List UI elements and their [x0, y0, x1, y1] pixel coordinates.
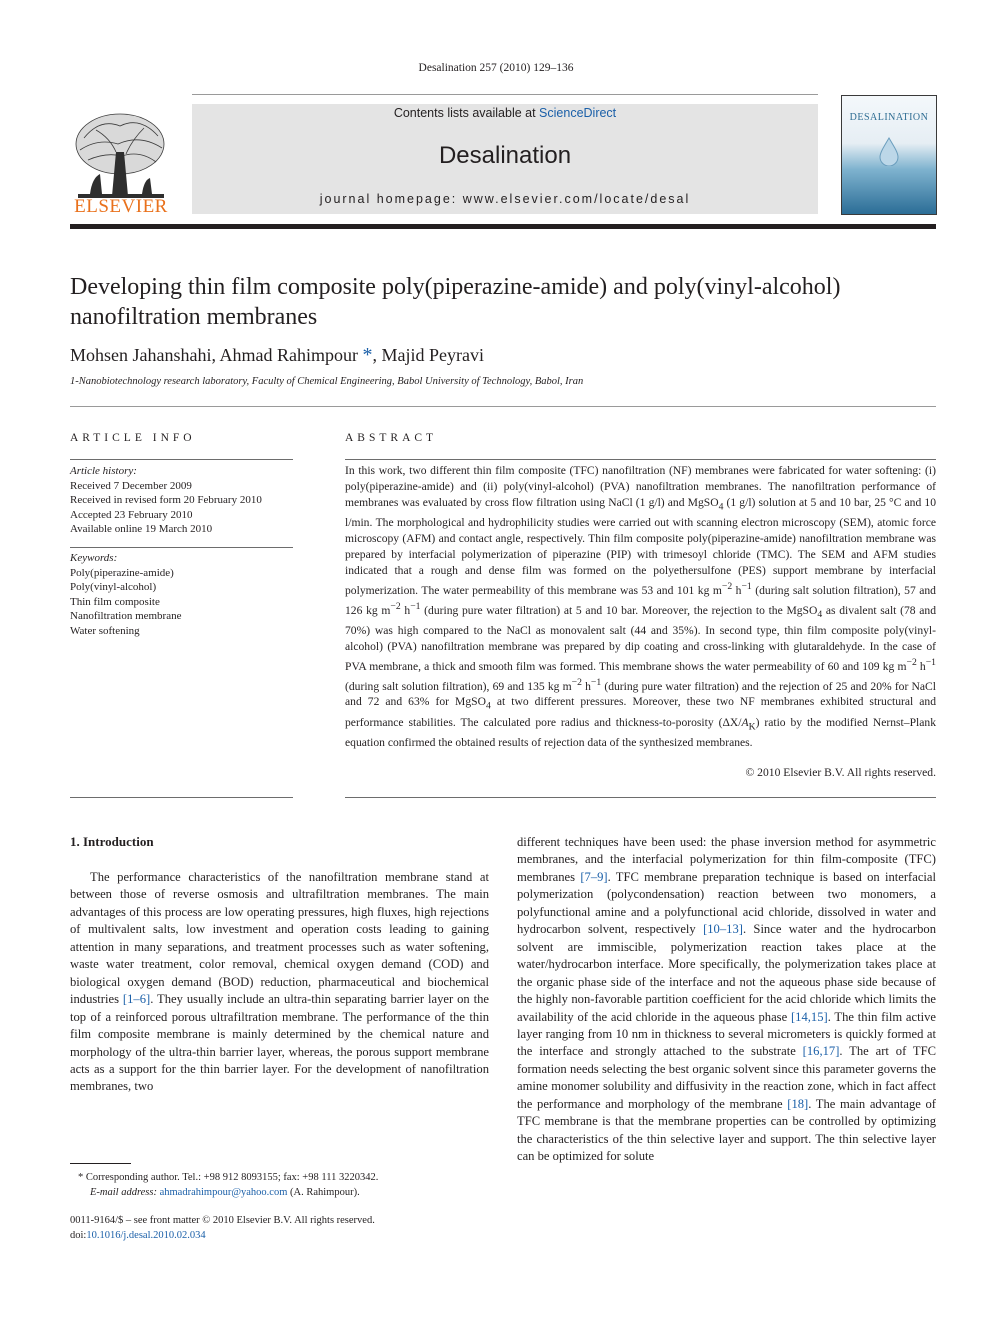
- header-heavy-rule: [70, 224, 936, 229]
- corresponding-author-note: [70, 1170, 489, 1185]
- reference-link[interactable]: [16,17]: [802, 1044, 840, 1059]
- keywords: [70, 551, 293, 638]
- body-text: . The art of TFC formation needs selecting the best organic solvent since this parameter governs the amine monomer solubility and diffusivity in the reaction zone, which in fact affect the performance and morphology of the membrane: [517, 1044, 936, 1111]
- abstract-part: (1 g/l) solution at 5 and 10 bar, 25 °C and 10 l/min. The morphological and hydrophilicity studies were carried out with scanning electron microscopy (SEM), atomic force microscopy (AFM) and contact angle, respectively. Thin film composite poly(piperazine-amide) nanofiltration membrane was prepared by interfacial polymerization of piperazine (PIP) with trimesoyl chloride (TMC). The SEM and AFM studies indicated that a rough and dense film was formed on the polyethersulfone (PES) support membrane by interfacial polymerization. The water permeability of this membrane was 53 and 101 kg m: [345, 495, 936, 597]
- keywords-label: Keywords:: [70, 552, 118, 564]
- journal-cover-image: [841, 95, 937, 215]
- superscript: −1: [925, 656, 937, 668]
- abstract-part: ) ratio by the modified Nernst–Plank equation confirmed the obtained results of rejection data of the synthesized membranes.: [345, 715, 936, 749]
- affiliation: 1-Nanobiotechnology research laboratory, Faculty of Chemical Engineering, Babol University of Technology, Babol, Iran: [70, 376, 584, 387]
- abstract-heading: ABSTRACT: [345, 432, 438, 444]
- body-column-left: [70, 869, 489, 1096]
- body-text: . TFC membrane preparation technique is based on interfacial polymerization (polycondensation) reaction between two monomers, a polyfunctional amine and a polyfunctional acid chloride, dissolved in water and hydrocarbon solvent, respectively: [517, 869, 936, 937]
- symbol: A: [741, 715, 749, 729]
- body-text: The performance characteristics of the nanofiltration membrane stand at between those of reverse osmosis and ultrafiltration membranes. The main advantages of this process are low operating pressures, high fluxes, high rejections of multivalent salts, low investment and operation costs leading to gaining attention in many separations, and treatment processes such as water softening, waste water treatment, color removal, chemical oxygen demand (COD) and biological oxygen demand (BOD) reduction, pharmaceutical and biochemical industries: [70, 870, 489, 1007]
- affiliation-rule: [70, 406, 936, 407]
- contents-line: [192, 106, 818, 120]
- body-text: different techniques have been used: the phase inversion method for asymmetric membranes, and the interfacial polymerization for thin film-composite (TFC) membranes: [517, 835, 936, 884]
- subscript: 4: [817, 608, 823, 620]
- footnote: [70, 1170, 489, 1200]
- author-list: [70, 344, 936, 367]
- subscript: 4: [485, 700, 491, 712]
- abstract-rule-bottom: [345, 797, 936, 798]
- abstract-part: (during salt solution filtration), 57 and 126 kg m: [345, 583, 936, 617]
- history-received: Received 7 December 2009: [70, 479, 192, 492]
- cover-title: DESALINATION: [849, 112, 929, 123]
- reference-link[interactable]: [7–9]: [580, 869, 608, 884]
- journal-name: Desalination: [438, 142, 572, 169]
- body-text: . They usually include an ultra-thin separating barrier layer on the top of a reinforced porous ultrafiltration membrane. The performance of the thin film composite membrane is mainly determined by the chemical nature and morphology of the ultra-thin barrier layer, whereas, the porous support membrane acts as a support for the thin barrier layer. For the development of nanofiltration membranes, two: [70, 992, 490, 1094]
- doi-label: doi:: [70, 1230, 87, 1241]
- author-1: Mohsen Jahanshahi,: [70, 345, 220, 365]
- doi-link[interactable]: 10.1016/j.desal.2010.02.034: [86, 1230, 206, 1241]
- keyword-item: Thin film composite: [70, 595, 160, 608]
- superscript: −1: [410, 600, 421, 612]
- unit: h: [581, 679, 591, 693]
- body-column-right: [517, 834, 936, 1166]
- copyright-notice: © 2010 Elsevier B.V. All rights reserved.: [745, 766, 936, 779]
- front-matter-info: [70, 1213, 489, 1243]
- article-info-rule-top: [70, 459, 293, 460]
- email-link[interactable]: ahmadrahimpour@yahoo.com: [159, 1187, 288, 1198]
- article-title-line-1: Developing thin film composite poly(piperazine-amide) and poly(vinyl-alcohol): [70, 274, 841, 300]
- body-text: . The thin film active layer ranging from 10 nm in thickness to several micrometers is quickly formed at the interface and strongly attached to the substrate: [517, 1009, 936, 1059]
- article-info-rule-mid: [70, 547, 293, 548]
- subscript: 4: [718, 501, 724, 513]
- abstract-text: [345, 463, 936, 751]
- email-suffix: (A. Rahimpour).: [287, 1187, 360, 1198]
- keyword-item: Poly(piperazine-amide): [70, 566, 174, 579]
- article-info-rule-bottom: [70, 797, 293, 798]
- history-label: Article history:: [70, 465, 137, 477]
- email-label: E-mail address:: [90, 1187, 160, 1198]
- article-title: [70, 272, 936, 332]
- email-note: [70, 1185, 489, 1200]
- water-drop-icon: [877, 136, 901, 166]
- superscript: −1: [741, 580, 752, 592]
- unit: h: [916, 659, 926, 673]
- reference-link[interactable]: [10–13]: [703, 922, 743, 937]
- superscript: −2: [906, 656, 917, 668]
- issn-line: 0011-9164/$ – see front matter © 2010 Elsevier B.V. All rights reserved.: [70, 1215, 375, 1226]
- abstract-part: as divalent salt (78 and 70%) was high compared to the NaCl as monovalent salt (44 and 35%). In second type, thin film composite poly(vinyl-alcohol) (PVA) nanofiltration membrane was prepared by dip coating and cross-linking with glutaraldehyde. In the case of PVA membrane, a thick and smooth film was formed. This membrane shows the water permeability of 60 and 109 kg m: [345, 603, 936, 673]
- keyword-item: Poly(vinyl-alcohol): [70, 581, 157, 593]
- abstract-part: (during salt solution filtration), 69 and 135 kg m: [345, 679, 572, 693]
- abstract-part: at two different pressures. Moreover, these two NF membranes exhibited structural and performance stabilities. The calculated pore radius and thickness-to-porosity (ΔX/: [345, 695, 936, 729]
- sciencedirect-link[interactable]: ScienceDirect: [539, 106, 617, 120]
- history-revised: Received in revised form 20 February 2010: [70, 494, 262, 506]
- article-title-line-2: nanofiltration membranes: [70, 304, 318, 330]
- footnote-rule: [70, 1163, 131, 1164]
- author-3: , Majid Peyravi: [372, 345, 484, 365]
- superscript: −2: [721, 580, 733, 592]
- reference-link[interactable]: [1–6]: [122, 992, 151, 1007]
- body-text: . The main advantage of TFC membrane is that the membrane properties can be controlled by optimizing the characteristics of the thin selective layer and support. The thin selective layer can be optimized for solute: [517, 1096, 937, 1164]
- keyword-item: Water softening: [70, 624, 140, 637]
- superscript: −2: [571, 676, 582, 688]
- contents-prefix: Contents lists available at: [393, 106, 540, 120]
- history-online: Available online 19 March 2010: [70, 523, 213, 535]
- elsevier-wordmark: ELSEVIER: [74, 196, 168, 217]
- superscript: −2: [390, 600, 401, 612]
- superscript: −1: [590, 676, 602, 688]
- footnote-mark: *: [78, 1172, 84, 1183]
- contact-details: Corresponding author. Tel.: +98 912 8093155; fax: +98 111 3220342.: [83, 1172, 379, 1183]
- keyword-item: Nanofiltration membrane: [70, 610, 182, 622]
- article-info-heading: ARTICLE INFO: [70, 432, 196, 444]
- article-history: [70, 464, 293, 537]
- abstract-part: (during pure water filtration) at 5 and 10 bar. Moreover, the rejection to the MgSO: [420, 603, 818, 617]
- abstract-part: (during pure water filtration) and the rejection of 25 and 20% for NaCl and 72 and 63% for MgSO: [345, 679, 936, 709]
- subscript: K: [748, 721, 756, 733]
- author-2: Ahmad Rahimpour: [219, 345, 363, 365]
- unit: h: [400, 603, 411, 617]
- masthead-top-rule: [192, 94, 818, 95]
- unit: h: [732, 583, 742, 597]
- history-accepted: Accepted 23 February 2010: [70, 508, 193, 521]
- journal-homepage[interactable]: journal homepage: www.elsevier.com/locate/desal: [319, 192, 691, 206]
- corresponding-author-mark[interactable]: *: [362, 344, 373, 366]
- reference-link[interactable]: [14,15]: [790, 1009, 828, 1024]
- reference-link[interactable]: [18]: [787, 1096, 809, 1111]
- abstract-part: In this work, two different thin film composite (TFC) nanofiltration (NF) membranes were fabricated for water softening: (i) poly(piperazine-amide) and (ii) poly(vinyl-alcohol) (PVA) nanofiltration membranes. The nanofiltration performance of membranes was evaluated by cross flow filtration using NaCl (1 g/l) and MgSO: [345, 464, 936, 509]
- section-heading-introduction: 1. Introduction: [70, 834, 154, 849]
- doi-line: [70, 1228, 489, 1243]
- body-text: . Since water and the hydrocarbon solvent are immiscible, polymerization reaction takes place at the water/hydrocarbon interface. More specifically, the polymerization takes place at the organic phase side of the interface and not the aqueous phase side because of the highly non-favorable partition coefficient for the acid chloride which limits the availability of the acid chloride in the aqueous phase: [517, 922, 936, 1024]
- abstract-rule-top: [345, 459, 936, 460]
- journal-citation: Desalination 257 (2010) 129–136: [418, 62, 574, 74]
